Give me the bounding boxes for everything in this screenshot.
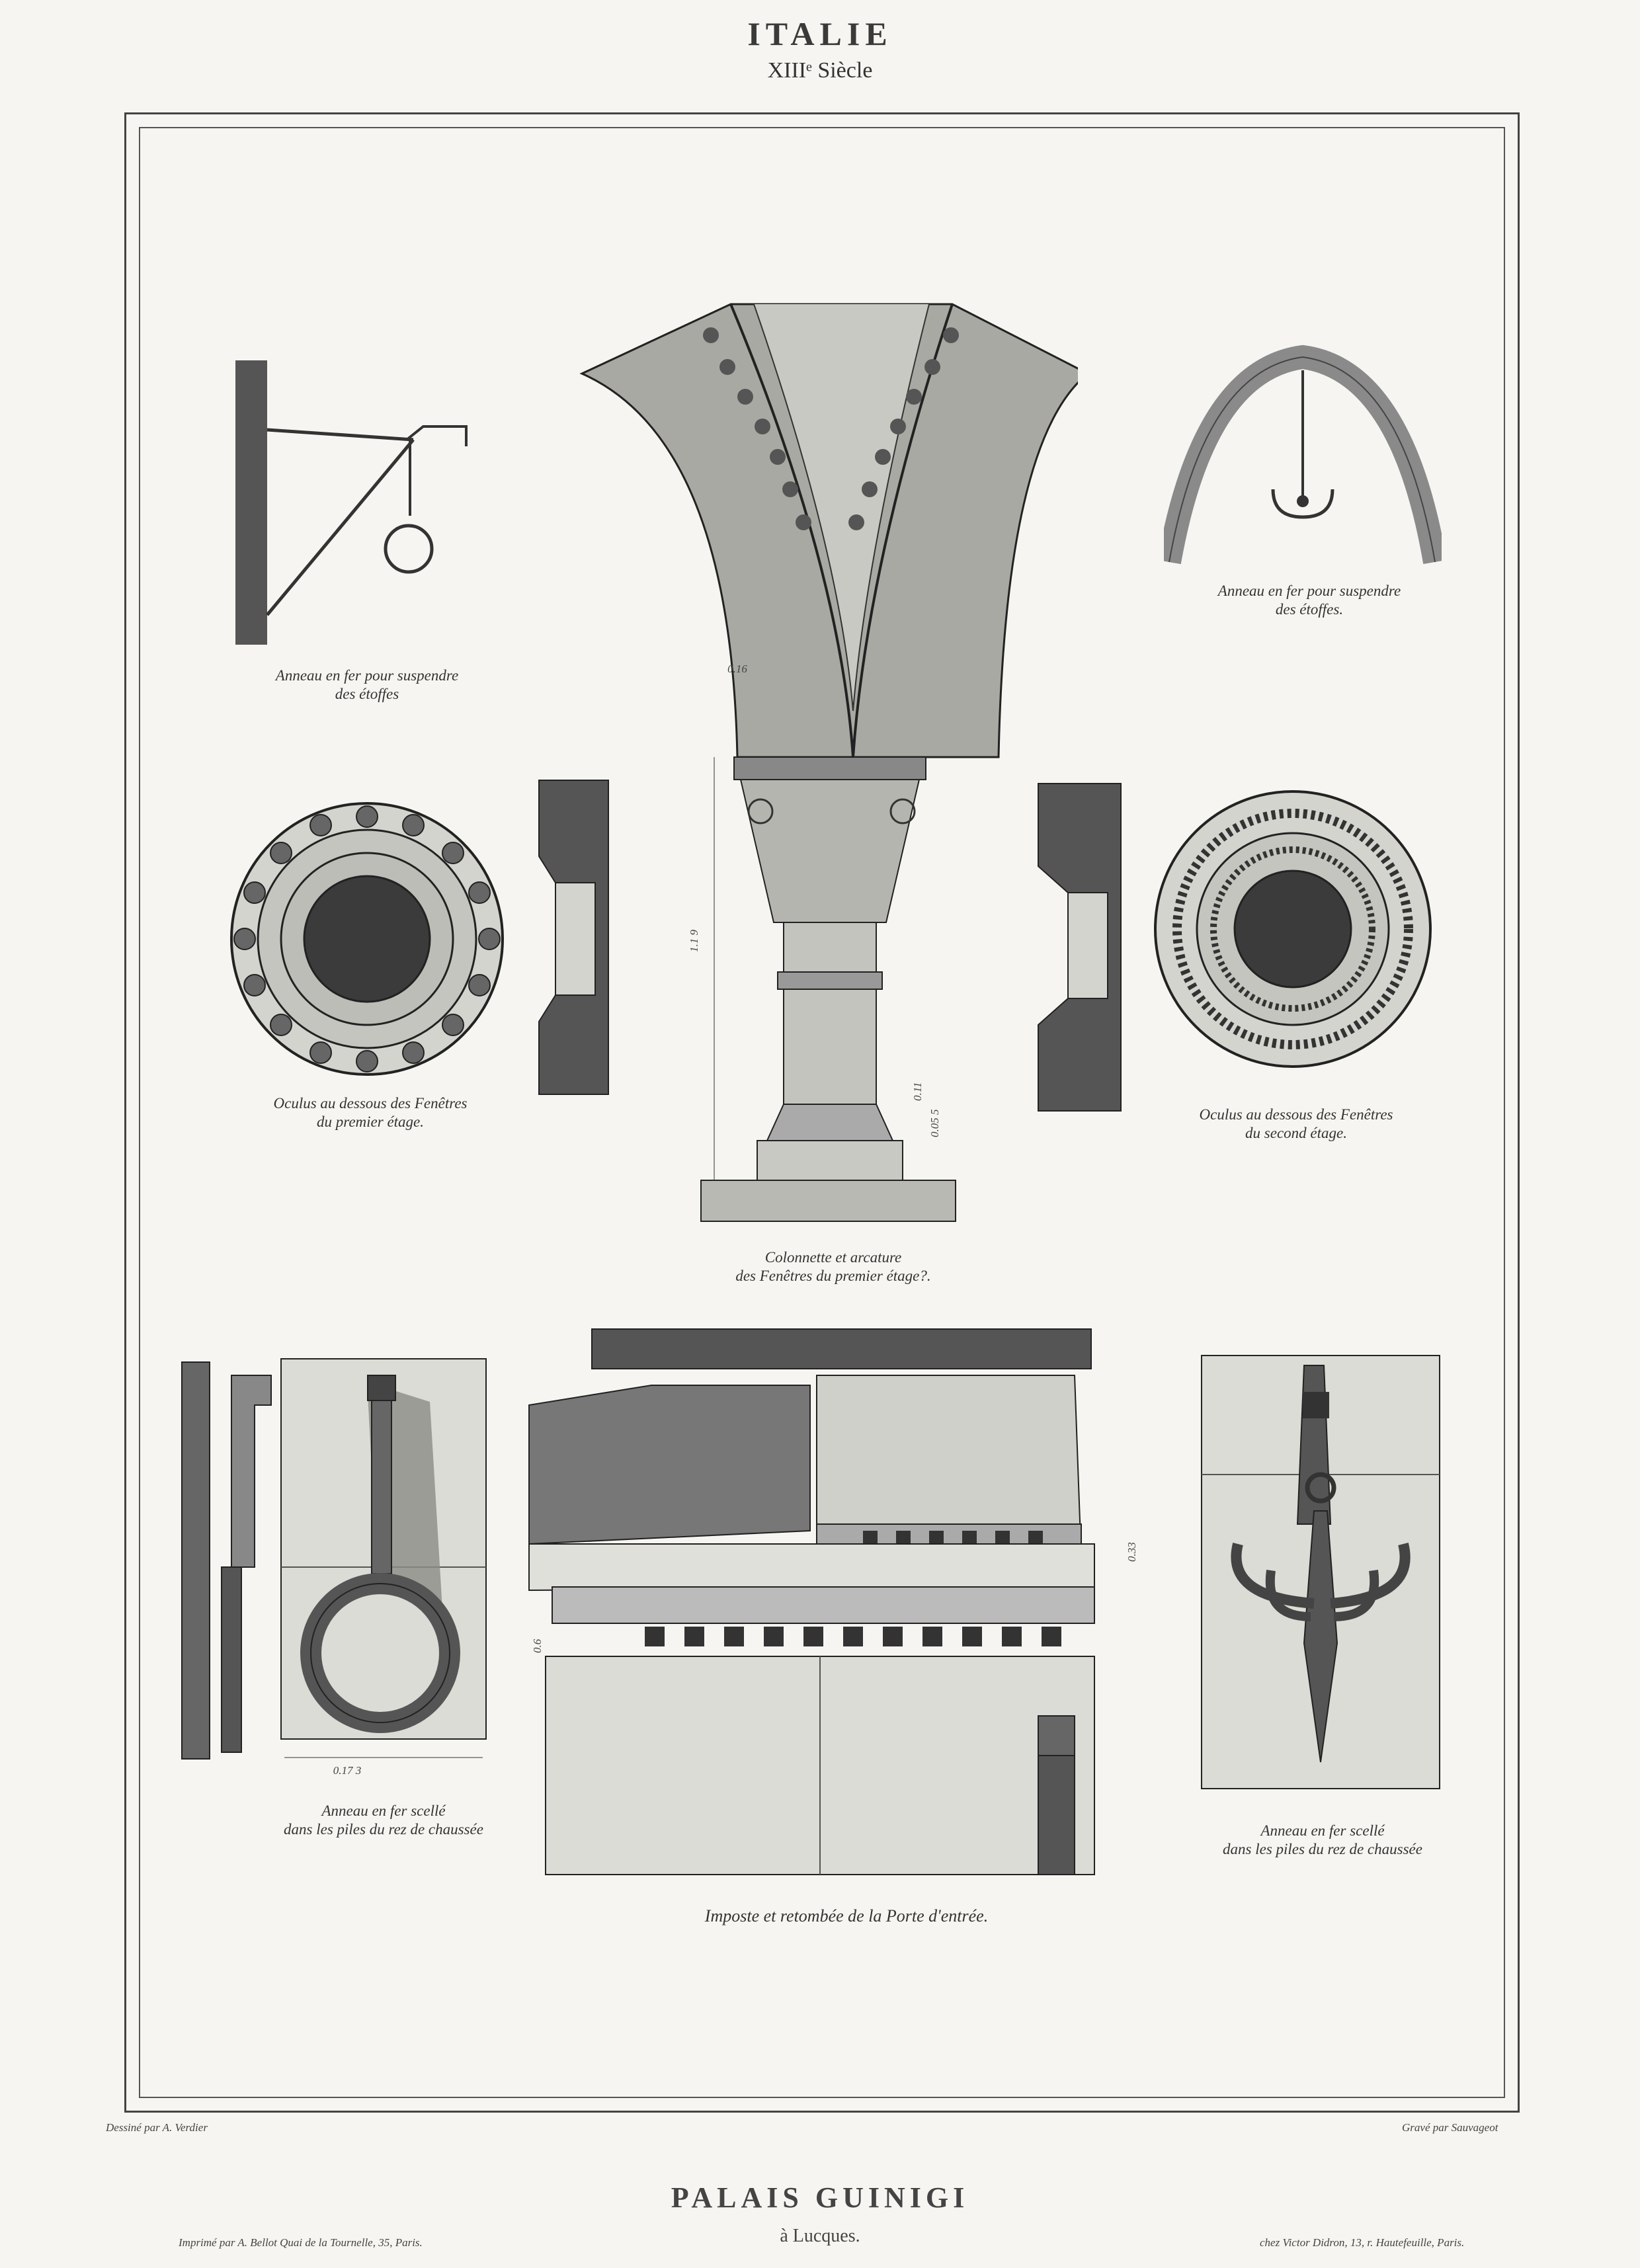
credit-drawn-by: Dessiné par A. Verdier	[106, 2121, 208, 2134]
hook-arch-drawing	[1164, 344, 1442, 569]
credit-printer: Imprimé par A. Bellot Quai de la Tournelle, 35, Paris.	[179, 2236, 423, 2249]
caption-hook-arch: Anneau en fer pour suspendre des étoffes.	[1217, 583, 1401, 618]
credit-publisher: chez Victor Didron, 13, r. Hautefeuille, Paris.	[1260, 2236, 1465, 2249]
ring-pillar-right-drawing	[1198, 1352, 1443, 1792]
oculus-first-floor-drawing	[228, 777, 622, 1108]
plate-title: ITALIE	[747, 15, 893, 52]
imposte-drawing	[526, 1326, 1137, 1888]
caption-colonnette: Colonnette et arcature des Fenêtres du premier étage?.	[735, 1249, 931, 1284]
plate-century: XIIIᵉ Siècle	[767, 58, 873, 83]
caption-hook-bracket: Anneau en fer pour suspendre des étoffes	[275, 667, 459, 702]
column-base-label: 0.11	[911, 1082, 924, 1101]
column-diameter-label: 0.16	[727, 663, 747, 675]
credit-engraved-by: Gravé par Sauvageot	[1402, 2121, 1498, 2134]
imposte-height-label: 0.33	[1126, 1542, 1138, 1562]
caption-ring-left: Anneau en fer scellé dans les piles du rez de chaussée	[284, 1802, 483, 1838]
footer-location: à Lucques.	[780, 2226, 860, 2246]
column-plinth-label: 0.05 5	[928, 1109, 941, 1137]
ring-pillar-left-drawing	[179, 1356, 489, 1765]
column-height-label: 1.1 9	[688, 930, 700, 952]
ring-width-label: 0.17 3	[333, 1764, 362, 1777]
caption-imposte: Imposte et retombée de la Porte d'entrée.	[704, 1906, 989, 1925]
caption-oculus-second: Oculus au dessous des Fenêtres du second étage.	[1199, 1106, 1393, 1141]
imposte-side-label: 0.6	[531, 1639, 544, 1653]
hook-bracket-drawing	[231, 357, 483, 648]
caption-oculus-first: Oculus au dessous des Fenêtres du premier étage.	[273, 1095, 468, 1130]
oculus-second-floor-drawing	[1035, 780, 1438, 1117]
caption-ring-right: Anneau en fer scellé dans les piles du rez de chaussée	[1223, 1822, 1422, 1857]
footer-title: PALAIS GUINIGI	[671, 2181, 969, 2214]
colonnette-drawing	[575, 301, 1078, 1223]
